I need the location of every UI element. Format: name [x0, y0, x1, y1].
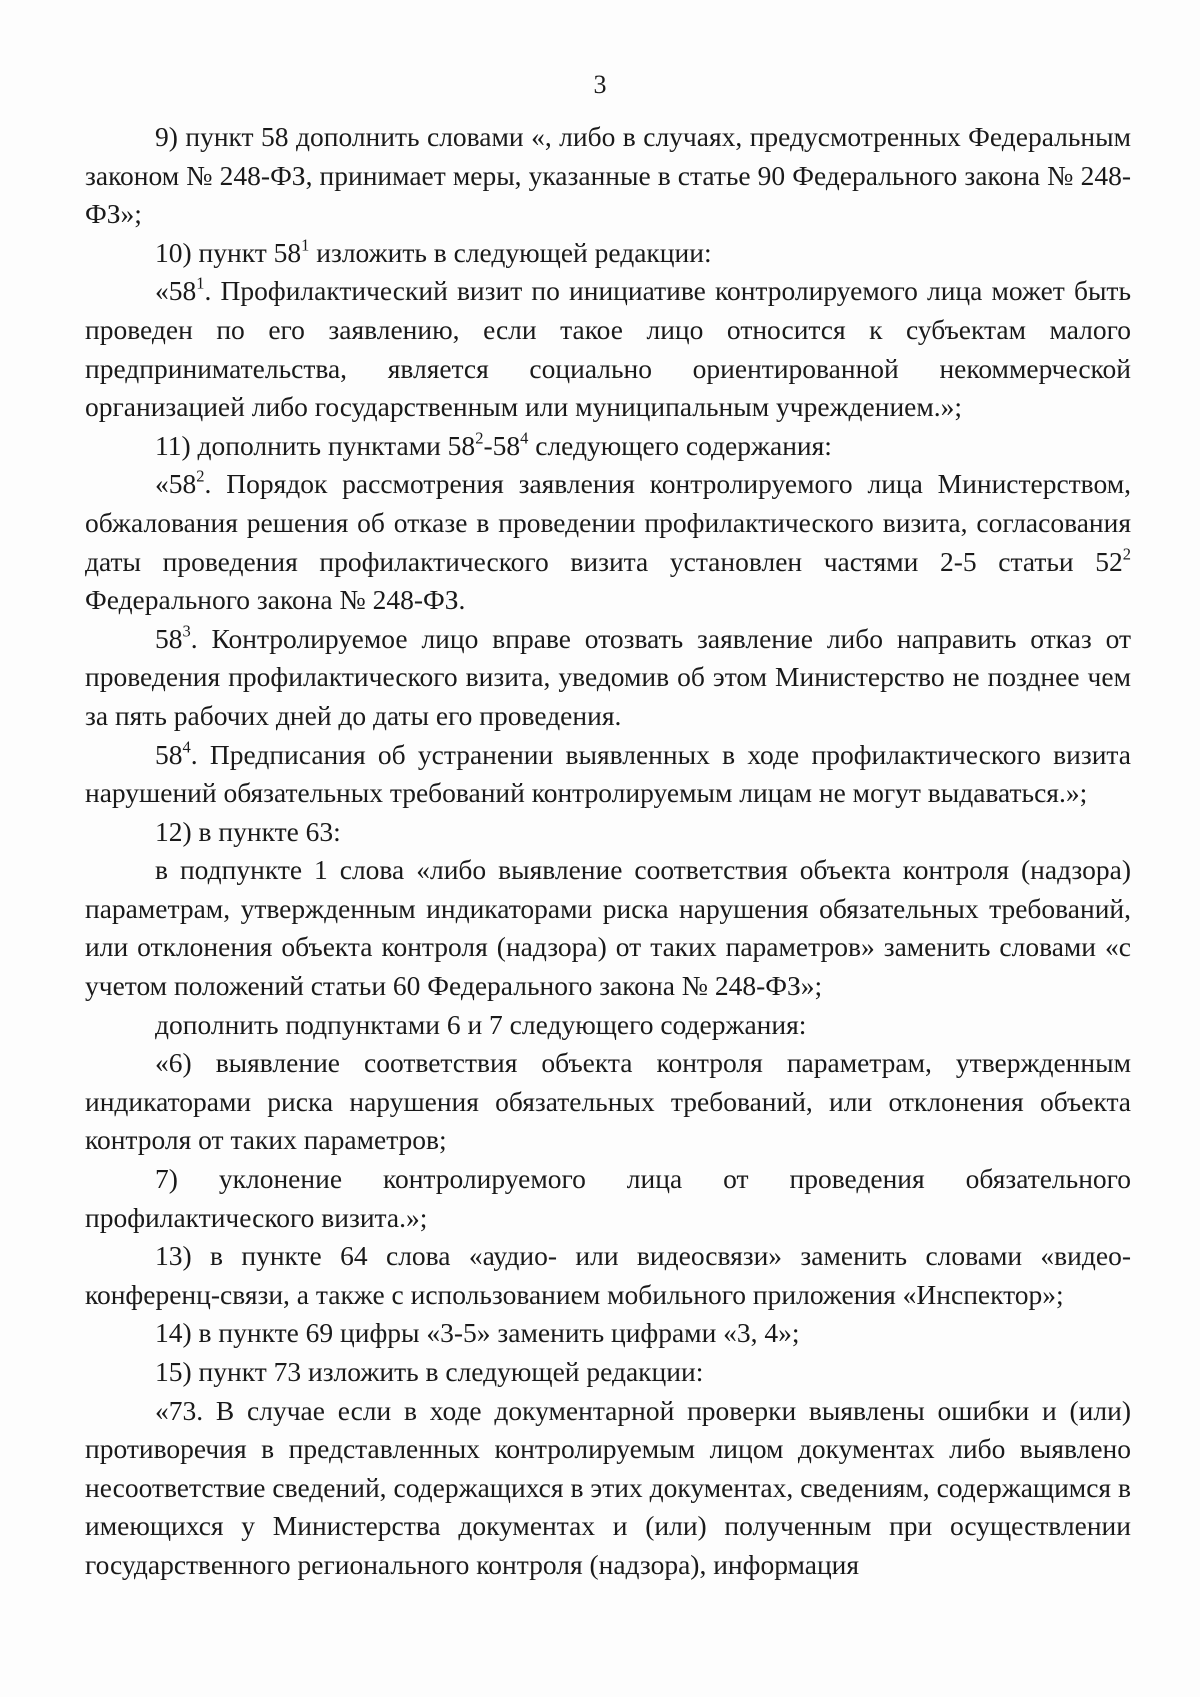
paragraph-subitem-1: в подпункте 1 слова «либо выявление соответствия объекта контроля (надзора) параметрам, утвержденным индикаторами риска нарушения обязательных требований, или отклонения объекта контроля (надзора) от таких параметров» заменить словами «с учетом положений статьи 60 Федерального закона № 248-ФЗ»;	[85, 854, 1131, 1002]
paragraph-item-15: 15) пункт 73 изложить в следующей редакции:	[155, 1356, 704, 1387]
superscript: 1	[196, 273, 205, 293]
paragraph-58-2	[85, 465, 1131, 619]
superscript: 2	[196, 466, 205, 486]
paragraph-58-4	[85, 736, 1131, 813]
superscript: 3	[182, 621, 191, 641]
paragraph-58-3	[85, 620, 1131, 736]
paragraph-text: 58	[155, 622, 183, 654]
paragraph-text: «58	[155, 275, 197, 307]
paragraph-item-14: 14) в пункте 69 цифры «3-5» заменить цифрами «3, 4»;	[155, 1317, 800, 1349]
paragraph-item-11	[85, 427, 1131, 466]
document-body	[85, 118, 1131, 1585]
paragraph-item-12: 12) в пункте 63:	[155, 815, 341, 847]
paragraph-text: . Профилактический визит по инициативе контролируемого лица может быть проведен по его заявлению, если такое лицо относится к субъектам малого предпринимательства, является социально ориентированной некоммерческой организацией либо государственным или муниципальным учреждением.»;	[85, 275, 1131, 423]
paragraph-subitem-7: 7) уклонение контролируемого лица от проведения обязательного профилактического визита.»;	[85, 1163, 1131, 1233]
paragraph-add-subitems: дополнить подпунктами 6 и 7 следующего содержания:	[155, 1008, 807, 1040]
superscript: 4	[520, 428, 529, 448]
paragraph-text: Федерального закона № 248-ФЗ.	[85, 584, 466, 616]
superscript: 2	[1122, 543, 1131, 563]
paragraph-text: -58	[483, 429, 521, 461]
paragraph-text: . Предписания об устранении выявленных в ходе профилактического визита нарушений обязательных требований контролируемым лицам не могут выдаваться.»;	[85, 738, 1131, 809]
paragraph-subitem-6: «6) выявление соответствия объекта контроля параметрам, утвержденным индикаторами риска нарушения обязательных требований, или отклонения объекта контроля от таких параметров;	[85, 1047, 1131, 1156]
superscript: 1	[301, 235, 310, 255]
paragraph-text: 58	[155, 738, 183, 770]
paragraph-text: . Контролируемое лицо вправе отозвать заявление либо направить отказ от проведения профилактического визита, уведомив об этом Министерство не позднее чем за пять рабочих дней до даты его проведения.	[85, 622, 1131, 731]
paragraph-item-9: 9) пункт 58 дополнить словами «, либо в случаях, предусмотренных Федеральным законом № 248-ФЗ, принимает меры, указанные в статье 90 Федерального закона № 248-ФЗ»;	[85, 121, 1131, 230]
paragraph-73: «73. В случае если в ходе документарной проверки выявлены ошибки и (или) противоречия в представленных контролируемым лицом документах либо выявлено несоответствие сведений, содержащихся в этих документах, сведениям, содержащимся в имеющихся у Министерства документах и (или) полученным при осуществлении государственного регионального контроля (надзора), информация	[85, 1394, 1131, 1580]
paragraph-text: «58	[155, 468, 197, 500]
superscript: 4	[182, 736, 191, 756]
paragraph-item-13: 13) в пункте 64 слова «аудио- или видеосвязи» заменить словами «видео-конференц-связи, а также с использованием мобильного приложения «Инспектор»;	[85, 1240, 1131, 1310]
page-number: 3	[593, 70, 607, 99]
paragraph-text: изложить в следующей редакции:	[309, 236, 712, 268]
paragraph-item-10	[85, 234, 1131, 273]
superscript: 2	[475, 428, 484, 448]
paragraph-58-1	[85, 272, 1131, 426]
paragraph-text: 10) пункт 58	[155, 236, 302, 268]
paragraph-text: . Порядок рассмотрения заявления контролируемого лица Министерством, обжалования решения об отказе в проведении профилактического визита, согласования даты проведения профилактического визита установлен частями 2-5 статьи 52	[85, 468, 1131, 577]
paragraph-text: следующего содержания:	[528, 429, 832, 461]
paragraph-text: 11) дополнить пунктами 58	[155, 429, 476, 461]
